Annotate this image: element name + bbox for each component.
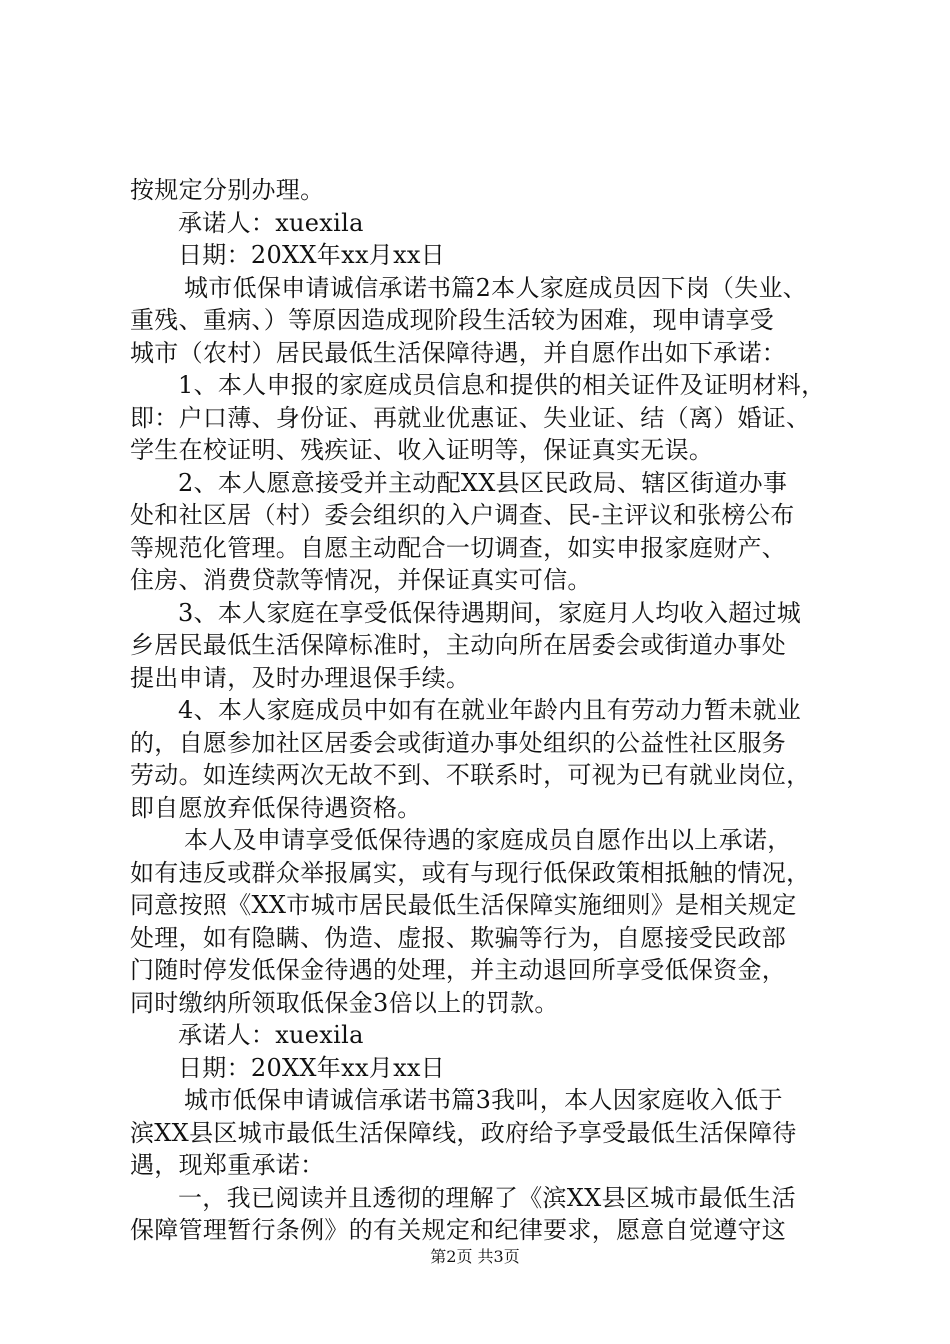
section-heading-line: 城市低保申请诚信承诺书篇3我叫，本人因家庭收入低于 xyxy=(184,1086,783,1114)
text-line: 本人及申请享受低保待遇的家庭成员自愿作出以上承诺， xyxy=(184,826,792,854)
text-line: 等规范化管理。自愿主动配合一切调查，如实申报家庭财产、 xyxy=(130,533,787,562)
text-line: 处理，如有隐瞒、伪造、虚报、欺骗等行为，自愿接受民政部 xyxy=(130,923,787,952)
text-line: 即：户口薄、身份证、再就业优惠证、失业证、结（离）婚证、 xyxy=(130,403,811,432)
text-line: 1、本人申报的家庭成员信息和提供的相关证件及证明材料， xyxy=(178,371,826,399)
date-line: 日期：20XX年xx月xx日 xyxy=(178,241,446,269)
text-line: 遇，现郑重承诺： xyxy=(130,1151,325,1179)
text-line: 按规定分别办理。 xyxy=(130,176,325,204)
page-number-footer: 第2页 共3页 xyxy=(430,1247,520,1266)
date-line: 日期：20XX年xx月xx日 xyxy=(178,1053,446,1082)
document-body xyxy=(130,174,830,1247)
text-line: 一，我已阅读并且透彻的理解了《滨XX县区城市最低生活 xyxy=(178,1183,796,1212)
text-line: 滨XX县区城市最低生活保障线，政府给予享受最低生活保障待 xyxy=(130,1118,797,1147)
text-line: 提出申请，及时办理退保手续。 xyxy=(130,663,471,692)
signatory-line: 承诺人：xuexila xyxy=(178,1021,364,1049)
text-line: 2、本人愿意接受并主动配XX县区民政局、辖区街道办事 xyxy=(178,468,788,497)
text-line: 重残、重病、）等原因造成现阶段生活较为困难，现申请享受 xyxy=(130,306,775,334)
text-line: 3、本人家庭在享受低保待遇期间，家庭月人均收入超过城 xyxy=(178,598,802,627)
text-line: 即自愿放弃低保待遇资格。 xyxy=(130,793,422,822)
text-line: 同时缴纳所领取低保金3倍以上的罚款。 xyxy=(130,988,559,1017)
text-line: 住房、消费贷款等情况，并保证真实可信。 xyxy=(130,566,592,594)
signatory-line: 承诺人：xuexila xyxy=(178,208,364,237)
text-line: 4、本人家庭成员中如有在就业年龄内且有劳动力暂未就业 xyxy=(178,696,802,724)
text-line: 学生在校证明、残疾证、收入证明等，保证真实无误。 xyxy=(130,436,714,464)
text-line: 乡居民最低生活保障标准时，主动向所在居委会或街道办事处 xyxy=(130,631,787,659)
section-heading-line: 城市低保申请诚信承诺书篇2本人家庭成员因下岗（失业、 xyxy=(184,273,808,302)
text-line: 门随时停发低保金待遇的处理，并主动退回所享受低保资金， xyxy=(130,956,787,984)
text-line: 保障管理暂行条例》的有关规定和纪律要求，愿意自觉遵守这 xyxy=(130,1216,787,1244)
text-line: 同意按照《XX市城市居民最低生活保障实施细则》是相关规定 xyxy=(130,891,797,919)
text-line: 的，自愿参加社区居委会或街道办事处组织的公益性社区服务 xyxy=(130,728,787,757)
text-line: 城市（农村）居民最低生活保障待遇，并自愿作出如下承诺： xyxy=(130,338,787,367)
text-line: 劳动。如连续两次无故不到、不联系时，可视为已有就业岗位， xyxy=(130,761,811,789)
text-line: 处和社区居（村）委会组织的入户调查、民-主评议和张榜公布 xyxy=(130,501,795,529)
text-line: 如有违反或群众举报属实，或有与现行低保政策相抵触的情况， xyxy=(130,858,811,887)
